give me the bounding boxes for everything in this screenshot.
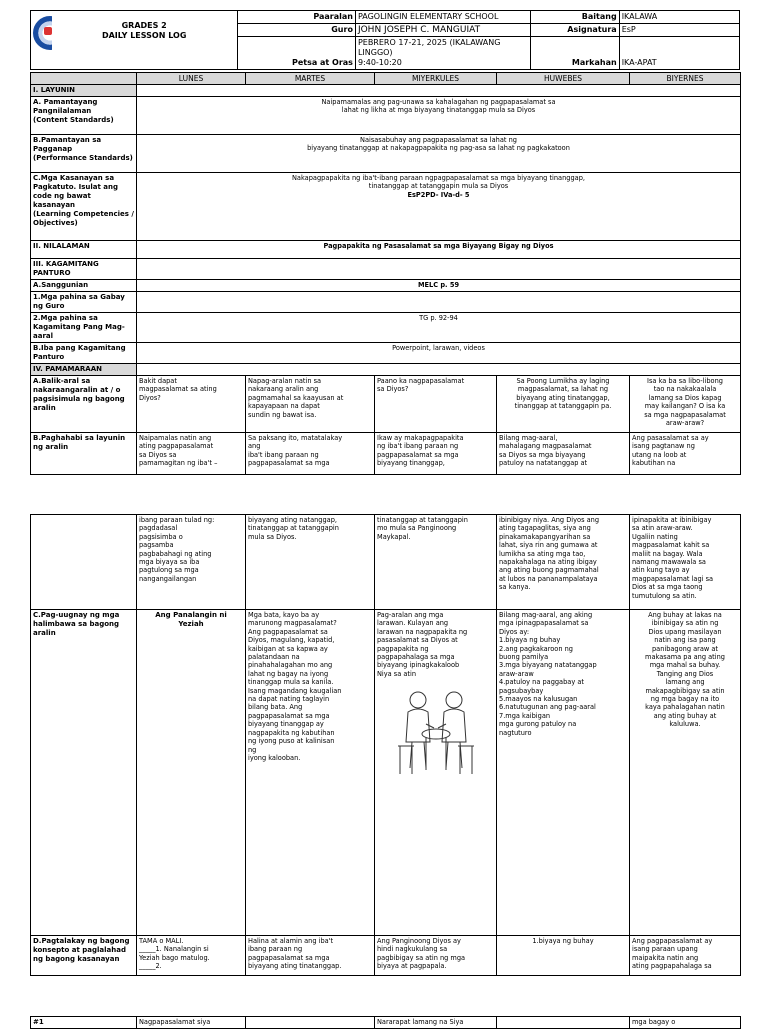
content-standards-text: Naipamamalas ang pag-unawa sa kahalagahan ng pagpapasalamat sa lahat ng likha at mga biyayang tinatanggap mula sa Diyos: [137, 97, 741, 135]
lesson-table-part-1: [30, 72, 740, 475]
log-title: [52, 11, 238, 70]
performance-standards-text: Naisasabuhay ang pagpapasalamat sa lahat ng biyayang tinatanggap at nakapagpapakita ng pag-asa sa lahat ng pagkakatoon: [137, 135, 741, 173]
row-c-miyerkules-text: Pag-aralan ang mga larawan. Kulayan ang larawan na nagpapakita ng pasasalamat sa Diyos at pagpapakita ng pagpapahalaga sa mga biyayang ipinagkakaloob Niya sa atin: [377, 611, 468, 678]
sanggunian-text: MELC p. 59: [137, 280, 741, 292]
deped-seal-icon: [33, 16, 52, 50]
markahan-label: Markahan: [531, 37, 620, 70]
row-d-label: D.Pagtalakay ng bagong konsepto at paglalahad ng bagong kasanayan: [31, 936, 137, 976]
guro-label: Guro: [237, 24, 355, 37]
row-b-cont-huwebes: ibinibigay niya. Ang Diyos ang ating tagapaglitas, siya ang pinakamakapangyarihan sa lahat, siya rin ang gumawa at lumikha sa ating mga tao, napakahalaga na ating ibigay ang ating buong pagmamahal at lubos na pananampalataya sa kanya.: [497, 515, 630, 610]
guro-pahina-text: [137, 292, 741, 313]
row-b-lunes: Naipamalas natin ang ating pagpapasalamat sa Diyos sa pamamagitan ng iba't –: [137, 433, 246, 475]
row-b-cont-martes: biyayang ating natanggap, tinatanggap at tatanggapin mula sa Diyos.: [246, 515, 375, 610]
paaralan-label: Paaralan: [237, 11, 355, 24]
row-a-biyernes: Isa ka ba sa libo-libong tao na nakakaalala lamang sa Dios kapag may kailangan? O isa ka sa mga nagpapasalamat araw-araw?: [630, 376, 741, 433]
row-a-miyerkules: Paano ka nagpapasalamat sa Diyos?: [375, 376, 497, 433]
day-huwebes: HUWEBES: [497, 73, 630, 85]
competencies-cell: [137, 173, 741, 241]
lesson-table-part-2: [30, 514, 740, 976]
nilalaman-text: Pagpapakita ng Pasasalamat sa mga Biyayang Bigay ng Diyos: [137, 241, 741, 259]
layunin-heading: I. LAYUNIN: [31, 85, 137, 97]
chair-right: [458, 746, 474, 774]
row-b-label: B.Paghahabi sa layunin ng aralin: [31, 433, 137, 475]
nilalaman-label: II. NILALAMAN: [31, 241, 137, 259]
row-c-biyernes: Ang buhay at lakas na ibinibigay sa atin ng Dios upang masilayan natin ang isa pang panibagong araw at makasama pa ang ating mga mahal sa buhay. Tanging ang Dios lamang ang makapagbibigay sa atin ng mga bagay na ito kaya pahalagahan natin ang ating buhay at kaluluwa.: [630, 610, 741, 936]
day-biyernes: BIYERNES: [630, 73, 741, 85]
asignatura-label: Asignatura: [531, 24, 620, 37]
row-b-miyerkules: Ikaw ay makapagpapakita ng iba't ibang paraan ng pagpapasalamat sa mga biyayang tinanggap,: [375, 433, 497, 475]
row-b-huwebes: Bilang mag-aaral, mahalagang magpasalamat sa Diyos sa mga biyayang patuloy na natatanggap at: [497, 433, 630, 475]
competencies-label: C.Mga Kasanayan sa Pagkatuto. Isulat ang code ng bawat kasanayan (Learning Competencies / Objectives): [31, 173, 137, 241]
day-miyerkules: MIYERKULES: [375, 73, 497, 85]
row-c-lunes: Ang Panalangin ni Yeziah: [137, 610, 246, 936]
pamamaraan-heading: IV. PAMAMARAAN: [31, 364, 137, 376]
kagamitan-pahina-label: 2.Mga pahina sa Kagamitang Pang Mag-aaral: [31, 313, 137, 343]
guro-pahina-label: 1.Mga pahina sa Gabay ng Guro: [31, 292, 137, 313]
markahan-value: IKA-APAT: [619, 37, 739, 70]
competencies-text: Nakapagpapakita ng iba't-ibang paraan ngpagpapasalamat sa mga biyayang tinanggap, tinatanggap at tatanggapin mula sa Diyos: [292, 174, 585, 191]
child-2-head: [446, 692, 462, 708]
page-segment-1: [30, 10, 740, 70]
row-b-biyernes: Ang pasasalamat sa ay isang pagtanaw ng utang na loob at kabutihan na: [630, 433, 741, 475]
baitang-label: Baitang: [531, 11, 620, 24]
row-d-huwebes: 1.biyaya ng buhay: [497, 936, 630, 976]
iba-text: Powerpoint, larawan, videos: [137, 343, 741, 364]
day-header-row: [31, 73, 741, 85]
guro-value: JOHN JOSEPH C. MANGUIAT: [355, 24, 530, 37]
content-standards-label: A. Pamantayang Pangnilalaman (Content Standards): [31, 97, 137, 135]
child-1-head: [410, 692, 426, 708]
paaralan-value: PAGOLINGIN ELEMENTARY SCHOOL: [355, 11, 530, 24]
row-e-lunes: Nagpapasalamat siya: [137, 1017, 246, 1029]
praying-children-illustration: [390, 684, 482, 780]
pamamaraan-empty: [137, 364, 741, 376]
lesson-table-continued: [30, 514, 741, 976]
row-e-martes: [246, 1017, 375, 1029]
chair-left: [398, 746, 414, 774]
title-line-2: DAILY LESSON LOG: [101, 31, 187, 40]
deped-seal: [31, 11, 52, 70]
lesson-table-part-3-table: [30, 1016, 741, 1029]
row-e-huwebes: [497, 1017, 630, 1029]
row-d-miyerkules: Ang Panginoong Diyos ay hindi nagkukulang sa pagbibigay sa atin ng mga biyaya at pagpapala.: [375, 936, 497, 976]
asignatura-value: EsP: [619, 24, 739, 37]
header-table: [30, 10, 740, 70]
row-e-label: #1: [31, 1017, 137, 1029]
row-c-huwebes: Bilang mag-aaral, ang aking mga ipinagpapasalamat sa Diyos ay: 1.biyaya ng buhay 2.ang pagkakaroon ng buong pamilya 3.mga biyayang natatanggap araw-araw 4.patuloy na paggabay at pagsubaybay 5.maayos na kalusugan 6.natutugunan ang pag-aaral 7.mga kaibigan mga gurong patuloy na nagtuturo: [497, 610, 630, 936]
row-c-label: C.Pag-uugnay ng mga halimbawa sa bagong aralin: [31, 610, 137, 936]
lesson-table: [30, 72, 741, 475]
corner-cell: [31, 73, 137, 85]
competency-code: EsP2PD- IVa-d- 5: [407, 190, 470, 199]
performance-standards-label: B.Pamantayan sa Pagganap (Performance Standards): [31, 135, 137, 173]
petsa-label: Petsa at Oras: [237, 37, 355, 70]
row-a-lunes: Bakit dapat magpasalamat sa ating Diyos?: [137, 376, 246, 433]
row-b-cont-miyerkules: tinatanggap at tatanggapin mo mula sa Panginoong Maykapal.: [375, 515, 497, 610]
row-a-label: A.Balik-aral sa nakaraangaralin at / o pagsisimula ng bagong aralin: [31, 376, 137, 433]
row-b-martes: Sa paksang ito, matatalakay ang iba't ibang paraan ng pagpapasalamat sa mga: [246, 433, 375, 475]
kagamitan-pahina-text: TG p. 92-94: [137, 313, 741, 343]
day-lunes: LUNES: [137, 73, 246, 85]
iba-label: B.Iba pang Kagamitang Panturo: [31, 343, 137, 364]
baitang-value: IKALAWA: [619, 11, 739, 24]
row-b-cont-biyernes: ipinapakita at ibinibigay sa atin araw-araw. Ugaliin nating magpasalamat kahit sa maliit na bagay. Wala namang mawawala sa atin kung tayo ay magpapasalamat lagi sa Dios at sa mga taong tumutulong sa atin.: [630, 515, 741, 610]
row-e-biyernes: mga bagay o: [630, 1017, 741, 1029]
row-c-miyerkules: [375, 610, 497, 936]
row-a-huwebes: Sa Poong Lumikha ay laging magpasalamat, sa lahat ng biyayang ating tinatanggap, tinanggap at tatanggapin pa.: [497, 376, 630, 433]
row-d-biyernes: Ang pagpapasalamat ay isang paraan upang maipakita natin ang ating pagpapahalaga sa: [630, 936, 741, 976]
kagamitan-heading: III. KAGAMITANG PANTURO: [31, 259, 137, 280]
row-a-martes: Napag-aralan natin sa nakaraang aralin ang pagmamahal sa kaayusan at kapayapaan na dapat sundin ng bawat isa.: [246, 376, 375, 433]
row-d-lunes: TAMA o MALI. _____1. Nanalangin si Yeziah bago matulog. _____2.: [137, 936, 246, 976]
layunin-empty: [137, 85, 741, 97]
day-martes: MARTES: [246, 73, 375, 85]
title-line-1: GRADES 2: [121, 21, 167, 30]
row-c-martes: Mga bata, kayo ba ay marunong magpasalamat? Ang pagpapasalamat sa Diyos, magulang, kapatid, kaibigan at sa kapwa ay palatandaan na pinahahalagahan mo ang lahat ng bagay na iyong tinanggap mula sa kanila. Isang magandang kaugalian na dapat nating taglayin bilang bata. Ang pagpapasalamat sa mga biyayang tinanggap ay nagpapakita ng kabutihan ng iyong puso at kalinisan ng iyong kalooban.: [246, 610, 375, 936]
petsa-value: PEBRERO 17-21, 2025 (IKALAWANG LINGGO) 9:40-10:20: [355, 37, 530, 70]
kagamitan-empty: [137, 259, 741, 280]
row-b-cont-label: [31, 515, 137, 610]
sanggunian-label: A.Sanggunian: [31, 280, 137, 292]
row-b-cont-lunes: ibang paraan tulad ng: pagdadasal pagsisimba o pagsamba pagbabahagi ng ating mga biyaya sa iba pagtulong sa mga nangangailangan: [137, 515, 246, 610]
row-e-miyerkules: Nararapat lamang na Siya: [375, 1017, 497, 1029]
lesson-table-part-3: [30, 1016, 740, 1029]
row-d-martes: Halina at alamin ang iba't ibang paraan ng pagpapasalamat sa mga biyayang ating tinatanggap.: [246, 936, 375, 976]
